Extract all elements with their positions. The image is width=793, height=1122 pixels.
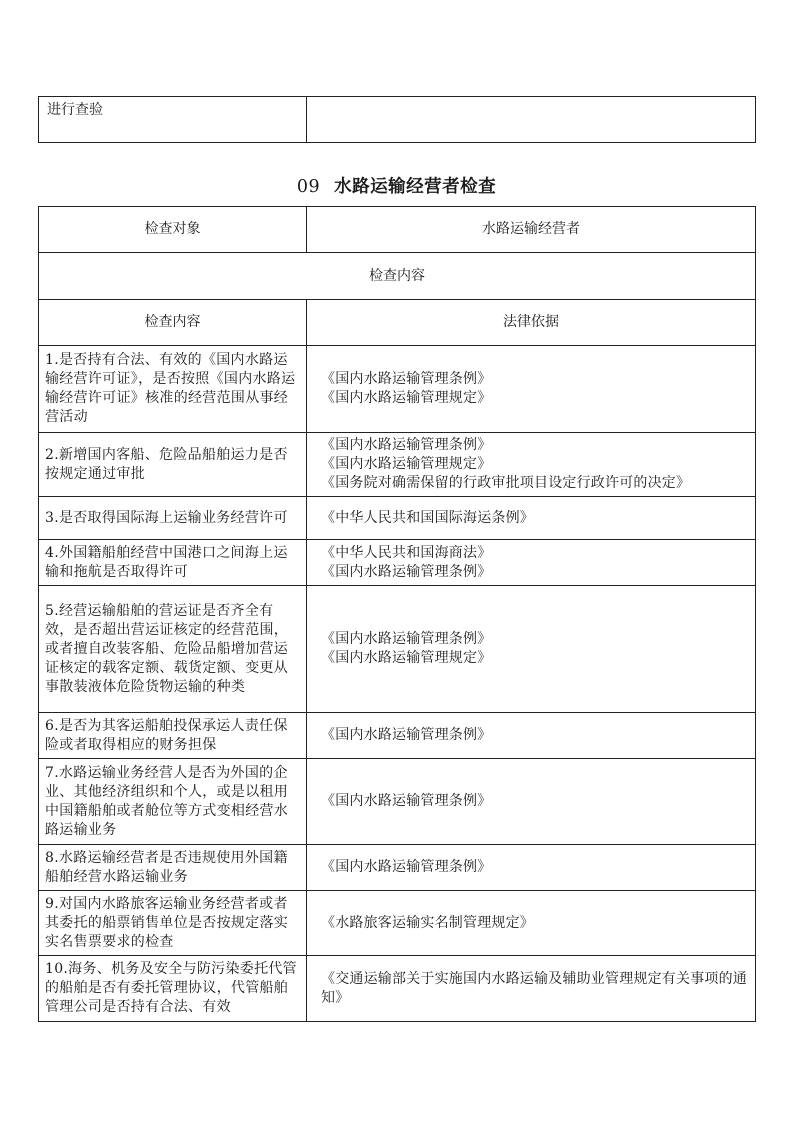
basis-line: 《国内水路运输管理规定》: [321, 390, 492, 406]
table-row: [39, 845, 756, 891]
table-row: [39, 713, 756, 759]
table-row: [39, 891, 756, 956]
basis-line: 《国内水路运输管理条例》: [321, 793, 492, 809]
column-header-content: 检查内容: [39, 300, 307, 346]
content-cell: 7.水路运输业务经营人是否为外国的企业、其他经济组织和个人，或是以租用中国籍船舶或者舱位等方式变相经营水路运输业务: [39, 759, 307, 845]
table-row: [39, 759, 756, 845]
content-cell: 10.海务、机务及安全与防污染委托代管的船舶是否有委托管理协议，代管船舶管理公司是否持有合法、有效: [39, 956, 307, 1022]
basis-line: 《水路旅客运输实名制管理规定》: [321, 914, 534, 931]
basis-cell: [307, 956, 756, 1022]
inspection-table: [38, 206, 756, 1022]
basis-line: 《国内水路运输管理条例》: [321, 859, 492, 875]
previous-table-fragment: [38, 96, 756, 143]
basis-line: 《国内水路运输管理条例》: [321, 631, 492, 647]
basis-cell: [307, 845, 756, 891]
basis-line: 《国内水路运输管理条例》: [321, 563, 492, 580]
basis-line: 《国内水路运输管理规定》: [321, 456, 492, 472]
previous-row-right-cell: [307, 97, 756, 143]
content-cell: 4.外国籍船舶经营中国港口之间海上运输和拖航是否取得许可: [39, 540, 307, 586]
table-row: [39, 346, 756, 433]
content-cell: 9.对国内水路旅客运输业务经营者或者其委托的船票销售单位是否按规定落实实名售票要求的检查: [39, 891, 307, 956]
content-cell: 8.水路运输经营者是否违规使用外国籍船舶经营水路运输业务: [39, 845, 307, 891]
basis-line: 《国内水路运输管理条例》: [321, 371, 492, 387]
basis-cell: [307, 713, 756, 759]
basis-cell: [307, 497, 756, 540]
basis-line: 《国内水路运输管理条例》: [321, 437, 492, 453]
object-label-cell: 检查对象: [39, 207, 307, 253]
table-row: [39, 586, 756, 713]
table-row: [39, 433, 756, 497]
column-header-basis: 法律依据: [307, 300, 756, 346]
basis-cell: [307, 891, 756, 956]
table-row: [39, 300, 756, 346]
section-number: 09: [296, 177, 321, 197]
basis-cell: [307, 346, 756, 433]
table-row: [39, 497, 756, 540]
basis-line: 《国内水路运输管理条例》: [321, 727, 492, 743]
basis-line: 《国务院对确需保留的行政审批项目设定行政许可的决定》: [321, 475, 691, 491]
table-row: [39, 956, 756, 1022]
table-row: [39, 253, 756, 300]
content-cell: 1.是否持有合法、有效的《国内水路运输经营许可证》，是否按照《国内水路运输经营许可证》核准的经营范围从事经营活动: [39, 346, 307, 433]
basis-cell: [307, 586, 756, 713]
table-row: [39, 540, 756, 586]
table-row: [39, 97, 756, 143]
section-title-text: 水路运输经营者检查: [334, 177, 497, 197]
basis-cell: [307, 433, 756, 497]
basis-line: 《交通运输部关于实施国内水路运输及辅助业管理规定有关事项的通知》: [321, 970, 747, 1006]
basis-line: 《中华人民共和国国际海运条例》: [321, 509, 534, 526]
basis-cell: [307, 540, 756, 586]
basis-line: 《中华人民共和国海商法》: [321, 544, 492, 561]
content-cell: 2.新增国内客船、危险品船舶运力是否按规定通过审批: [39, 433, 307, 497]
section-title: [0, 173, 793, 198]
basis-cell: [307, 759, 756, 845]
table-row: [39, 207, 756, 253]
object-value-cell: 水路运输经营者: [307, 207, 756, 253]
basis-line: 《国内水路运输管理规定》: [321, 650, 492, 666]
content-cell: 6.是否为其客运船舶投保承运人责任保险或者取得相应的财务担保: [39, 713, 307, 759]
content-heading-cell: 检查内容: [39, 253, 756, 300]
previous-row-left-cell: 进行查验: [39, 97, 307, 143]
content-cell: 5.经营运输船舶的营运证是否齐全有效，是否超出营运证核定的经营范围，或者擅自改装客船、危险品船增加营运证核定的载客定额、载货定额、变更从事散装液体危险货物运输的种类: [39, 586, 307, 713]
content-cell: 3.是否取得国际海上运输业务经营许可: [39, 497, 307, 540]
